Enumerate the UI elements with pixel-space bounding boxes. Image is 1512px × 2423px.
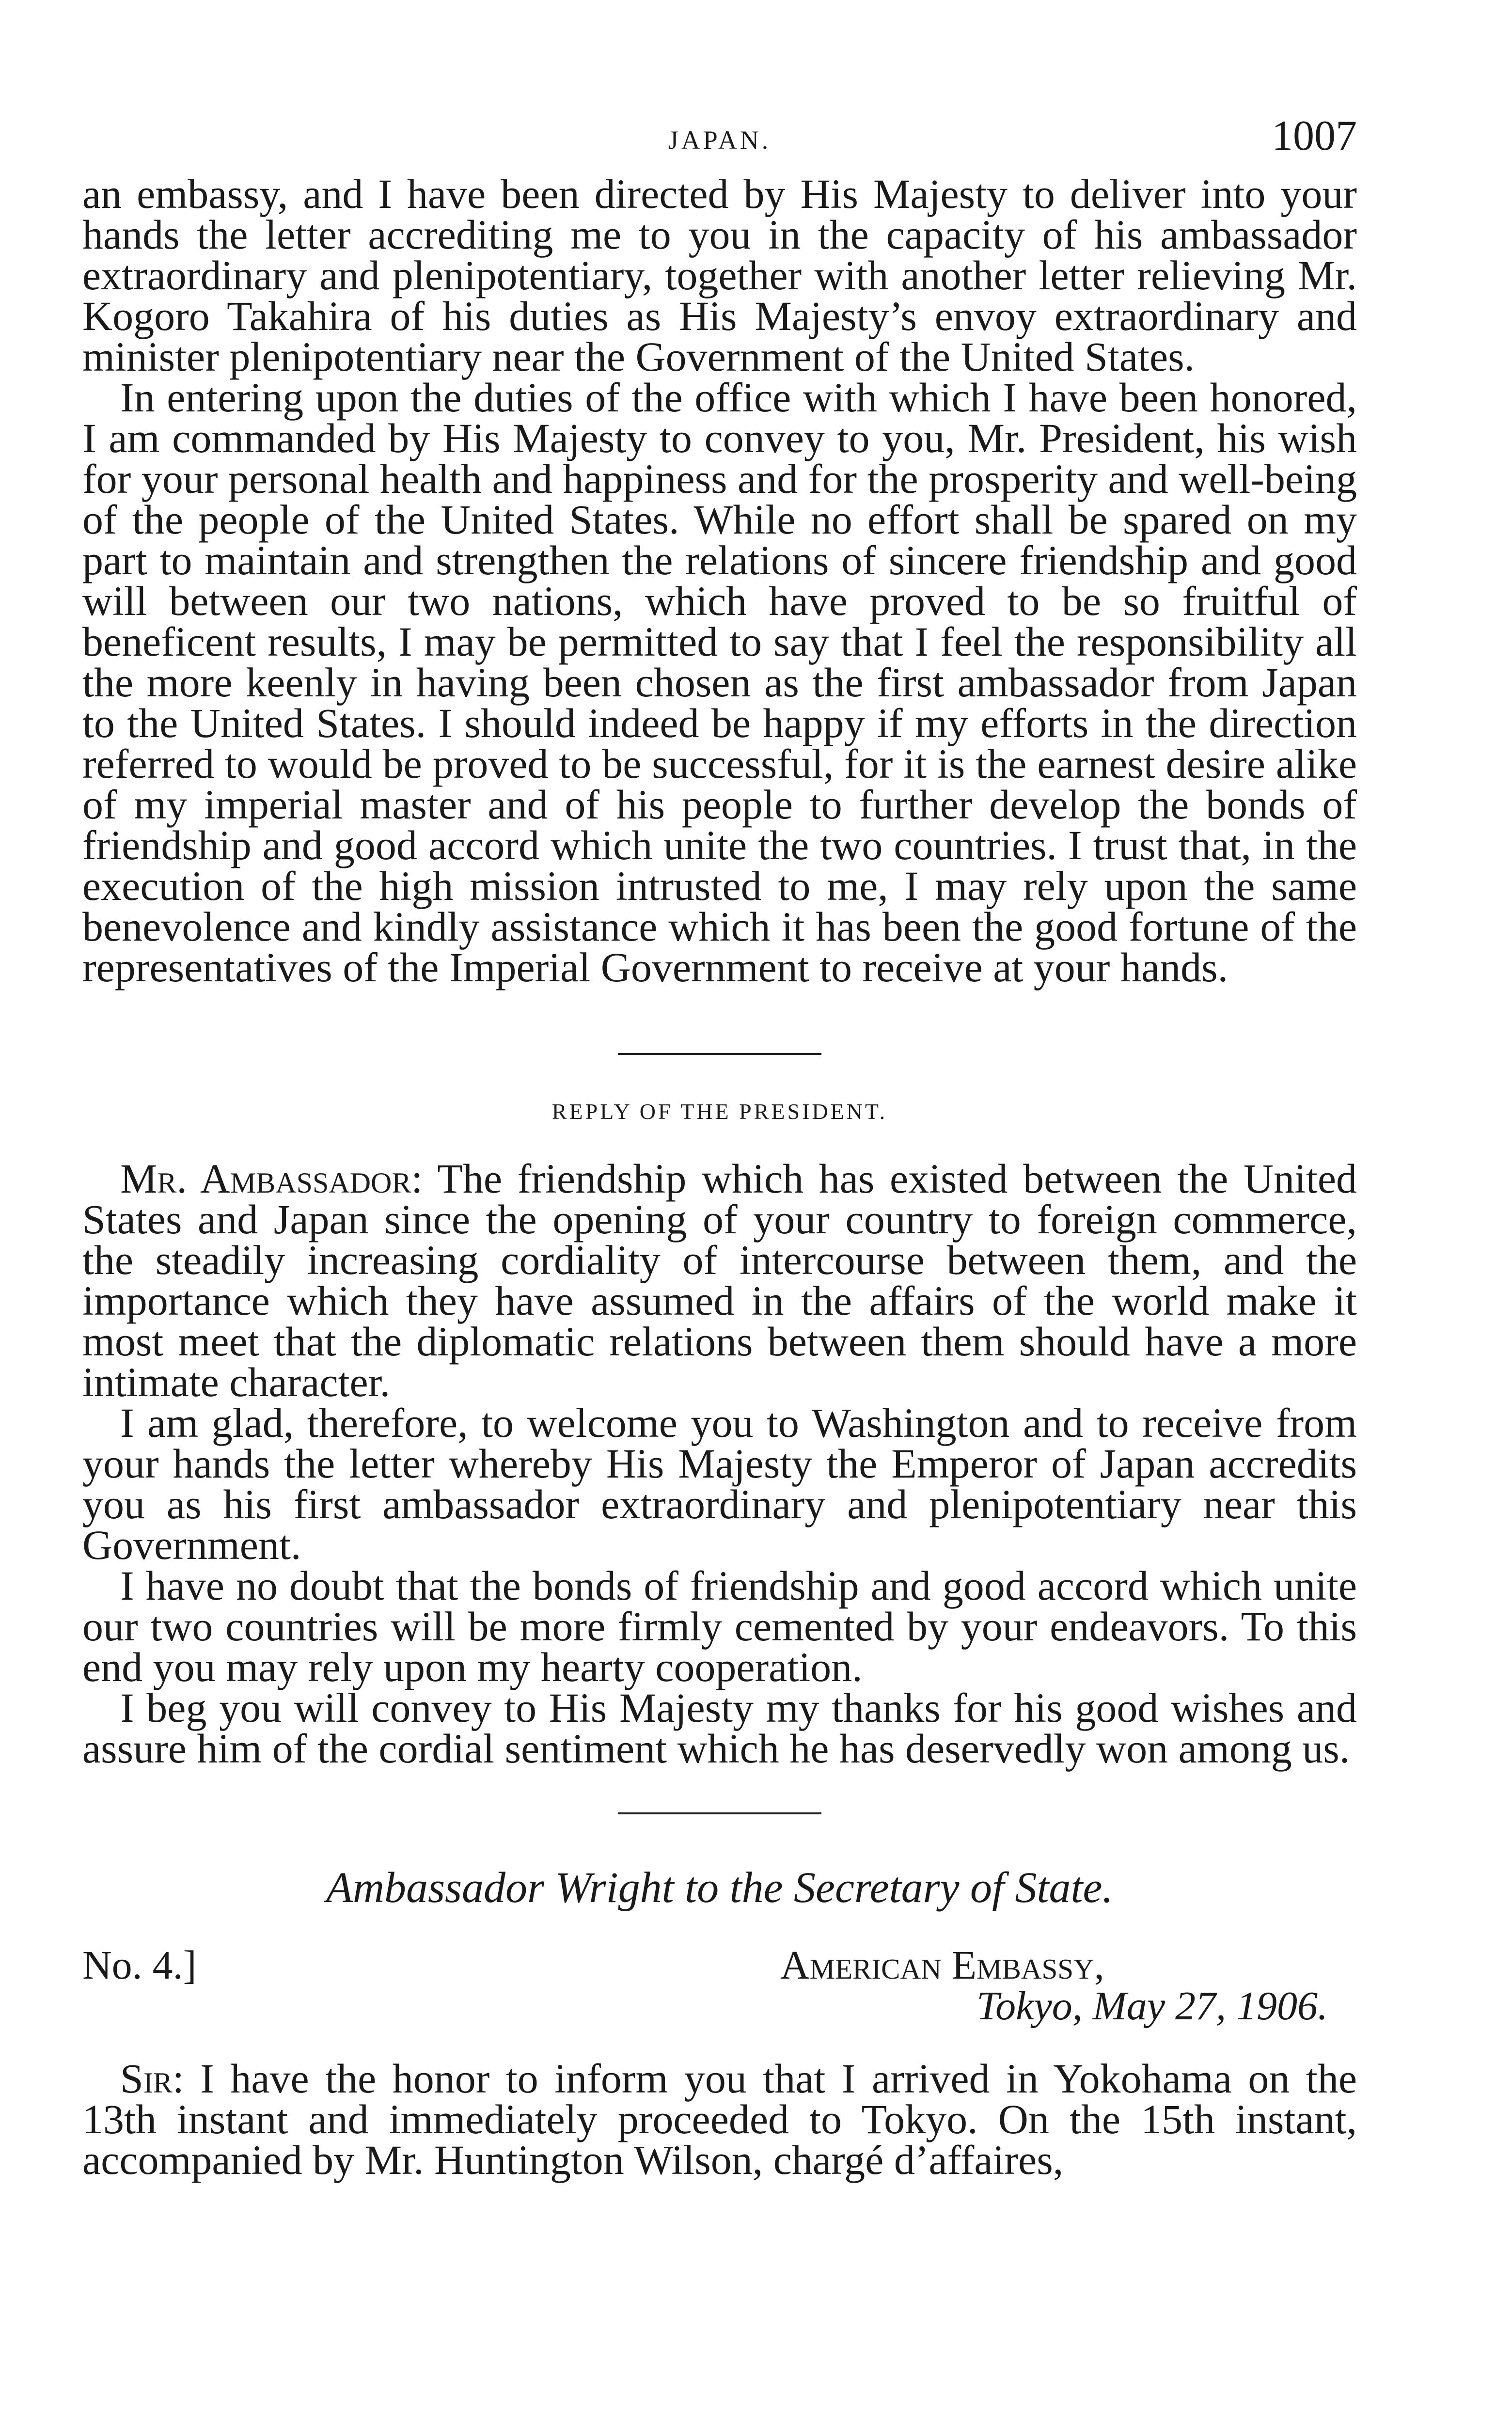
reply-paragraph-4: I beg you will convey to His Majesty my thanks for his good wishes and assure him of the cordial sentiment which he has deservedly won among us. (82, 1684, 1357, 1772)
letter-body (82, 2055, 1357, 2183)
section-divider (618, 1053, 821, 1055)
letter-dateline (82, 1942, 1357, 2044)
running-header (82, 111, 1357, 165)
reply-heading: REPLY OF THE PRESIDENT. (551, 1099, 888, 1124)
section-divider (618, 1812, 821, 1814)
letter-salutation: Sir: (120, 2055, 184, 2102)
reply-salutation: Mr. Ambassador: (120, 1155, 423, 1202)
reply-paragraph-3: I have no doubt that the bonds of friendship and good accord which unite our two countries will be more firmly cemented by your endeavors. To this end you may rely upon my hearty cooperation. (82, 1562, 1357, 1690)
reply-paragraph-2: I am glad, therefore, to welcome you to Washington and to receive from your hands the letter whereby His Majesty the Emperor of Japan accredits you as his first ambassador extraordinary and plenipotentiary near this Government. (82, 1400, 1357, 1568)
paragraph-duties: In entering upon the duties of the office with which I have been honored, I am commanded by His Majesty to convey to you, Mr. President, his wish for your personal health and happiness and for the prosperity and well-being of the people of the United States. While no effort shall be spared on my part to maintain and strengthen the relations of sincere friendship and good will between our two nations, which have proved to be so fruitful of beneficent results, I may be permitted to say that I feel the responsibility all the more keenly in having been chosen as the first ambassador from Japan to the United States. I should indeed be happy if my efforts in the direction referred to would be proved to be successful, for it is the earnest desire alike of my imperial master and of his people to further develop the bonds of friendship and good accord which unite the two countries. I trust that, in the execution of the high mission intrusted to me, I may rely upon the same benevolence and kindly assistance which it has been the good fortune of the representatives of the Imperial Government to receive at your hands. (82, 374, 1357, 991)
embassy-name: American Embassy, (780, 1943, 1104, 1988)
letter-body-text: I have the honor to inform you that I arrived in Yokohama on the 13th instant and immediately proceeded to Tokyo. On the 15th instant, accompanied by Mr. Huntington Wilson, chargé d’affaires, (82, 2055, 1357, 2183)
letter-heading: Ambassador Wright to the Secretary of State. (326, 1864, 1113, 1912)
page-number: 1007 (1272, 112, 1357, 159)
place-date: Tokyo, May 27, 1906. (976, 1983, 1328, 2029)
reply-paragraph-1 (82, 1155, 1357, 1405)
running-title: JAPAN. (668, 126, 772, 155)
paragraph-embassy: an embassy, and I have been directed by His Majesty to deliver into your hands the letter accrediting me to you in the capacity of his ambassador extraordinary and plenipotentiary, together with another letter relieving Mr. Kogoro Takahira of his duties as His Majesty’s envoy extraordinary and minister plenipotentiary near the Government of the United States. (82, 171, 1357, 380)
despatch-number: No. 4.] (82, 1943, 197, 1988)
document-page (82, 111, 1357, 2183)
reply-paragraph-1-text: The friendship which has existed between the United States and Japan since the opening of your country to foreign commerce, the steadily increasing cordiality of intercourse between them, and the importance which they have assumed in the affairs of the world make it most meet that the diplomatic relations between them should have a more intimate character. (82, 1155, 1357, 1405)
